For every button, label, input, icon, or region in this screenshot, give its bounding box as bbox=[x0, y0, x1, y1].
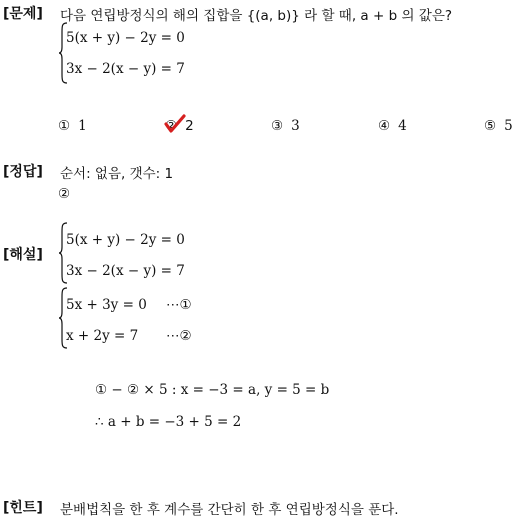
solution-system2-brace bbox=[58, 287, 66, 349]
problem-equation-2: 3x − 2(x − y) = 7 bbox=[66, 61, 185, 77]
solution-step-2: ∴ a + b = −3 + 5 = 2 bbox=[95, 414, 242, 430]
choice-1[interactable] bbox=[58, 118, 87, 134]
problem-label: [문제] bbox=[3, 6, 43, 22]
choice-2-value: 2 bbox=[185, 118, 194, 134]
choice-1-number: ① bbox=[58, 118, 71, 134]
choice-3-number: ③ bbox=[271, 118, 284, 134]
choice-2-number: ② bbox=[165, 118, 178, 134]
problem-system-brace bbox=[58, 22, 66, 84]
solution-system2-eq2: x + 2y = 7 bbox=[66, 328, 139, 344]
answer-label: [정답] bbox=[3, 164, 43, 180]
solution-system2-eq1-tag: ⋯① bbox=[166, 297, 192, 313]
solution-system1-eq2: 3x − 2(x − y) = 7 bbox=[66, 263, 185, 279]
problem-equation-1: 5(x + y) − 2y = 0 bbox=[66, 30, 185, 46]
problem-text: 다음 연립방정식의 해의 집합을 {(a, b)} 라 할 때, a + b 의 값은? bbox=[60, 8, 453, 24]
solution-system2-eq2-tag: ⋯② bbox=[166, 328, 192, 344]
hint-label: [힌트] bbox=[3, 500, 43, 516]
choice-5[interactable] bbox=[484, 118, 513, 134]
choice-3-value: 3 bbox=[291, 118, 300, 134]
check-mark-icon bbox=[164, 113, 186, 139]
solution-system1-eq1: 5(x + y) − 2y = 0 bbox=[66, 232, 185, 248]
solution-label: [해설] bbox=[3, 247, 43, 263]
solution-step-1: ① − ② × 5 : x = −3 = a, y = 5 = b bbox=[95, 382, 330, 398]
choice-4-value: 4 bbox=[398, 118, 407, 134]
choice-5-number: ⑤ bbox=[484, 118, 497, 134]
answer-meta: 순서: 없음, 갯수: 1 bbox=[60, 166, 174, 182]
choice-1-value: 1 bbox=[78, 118, 87, 134]
choice-3[interactable] bbox=[271, 118, 300, 134]
choice-4-number: ④ bbox=[378, 118, 391, 134]
solution-system2-eq1: 5x + 3y = 0 bbox=[66, 297, 147, 313]
hint-text: 분배법칙을 한 후 계수를 간단히 한 후 연립방정식을 푼다. bbox=[60, 502, 399, 518]
solution-system1-brace bbox=[58, 222, 66, 284]
answer-value: ② bbox=[58, 186, 71, 202]
choice-4[interactable] bbox=[378, 118, 407, 134]
choice-5-value: 5 bbox=[504, 118, 513, 134]
